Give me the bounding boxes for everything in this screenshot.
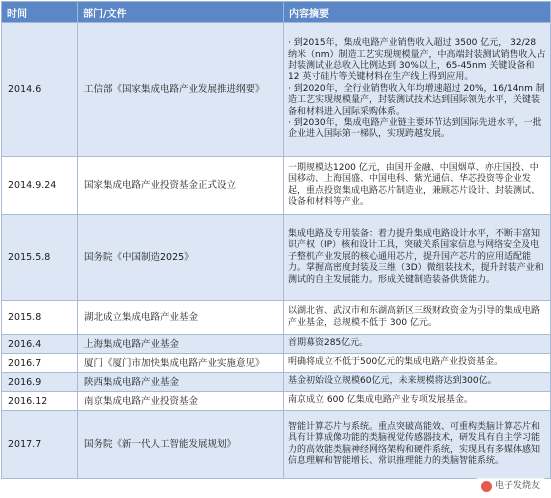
row-dept: 厦门《厦门市加快集成电路产业实施意见》 [78, 354, 284, 373]
content-paragraph: 以湖北省、武汉市和东湖高新区三级财政资金为引导的集成电路产业基金，总规模不低于 300 亿元。 [288, 306, 541, 328]
table-row [2, 215, 551, 301]
table-row [2, 411, 551, 479]
row-date: 2015.8 [2, 301, 78, 335]
table-row [2, 392, 551, 411]
row-content [284, 301, 551, 335]
watermark-text: 电子发烧友 [494, 481, 540, 491]
row-date: 2014.9.24 [2, 157, 78, 215]
table-row [2, 335, 551, 354]
content-paragraph: 南京成立 600 亿集成电路产业专项发展基金。 [288, 395, 473, 406]
watermark [476, 478, 545, 494]
row-content [284, 411, 551, 479]
row-content [284, 373, 551, 392]
header-dept: 部门/文件 [78, 2, 284, 23]
content-paragraph: 一期规模达1200 亿元，由国开金融、中国烟草、亦庄国投、中国移动、上海国盛、中国电科、紫光通信、华芯投资等企业发起，重点投资集成电路芯片制造业，兼顾芯片设计、封装测试、设备和材料等产业。 [288, 162, 541, 207]
content-paragraph: 集成电路及专用装备：着力提升集成电路设计水平，不断丰富知识产权（IP）核和设计工具，突破关系国家信息与网络安全及电子整机产业发展的核心通用芯片，提升国产芯片的应用适配能力。掌握高密度封装及三维（3D）微组装技术，提升封装产业和测试的自主发展能力。形成关键制造装备供货能力。 [288, 228, 544, 285]
row-date: 2016.12 [2, 392, 78, 411]
row-content [284, 215, 551, 301]
row-dept: 国务院《中国制造2025》 [78, 215, 284, 301]
table-row [2, 157, 551, 215]
content-paragraph: 明确将成立不低于500亿元的集成电路产业投资基金。 [288, 357, 504, 368]
table-row [2, 373, 551, 392]
content-paragraph: · 到2015年，集成电路产业销售收入超过 3500 亿元， 32/28 纳米（nm）制造工艺实现规模量产，中高端封装测试销售收入占封装测试业总收入比例达到 30%以上，65-45nm 关键设备和 12 英寸硅片等关键材料在生产线上得到应用。 [288, 38, 546, 83]
row-date: 2015.5.8 [2, 215, 78, 301]
table-row [2, 301, 551, 335]
row-content [284, 354, 551, 373]
row-date: 2016.9 [2, 373, 78, 392]
row-date: 2016.4 [2, 335, 78, 354]
content-paragraph: 首期募资285亿元。 [288, 338, 369, 349]
row-content [284, 157, 551, 215]
content-paragraph: 智能计算芯片与系统。重点突破高能效、可重构类脑计算芯片和具有计算成像功能的类脑视觉传感器技术，研发具有自主学习能力的高效能类脑神经网络架构和硬件系统，实现具有多媒体感知信息理解和智能增长、常识推理能力的类脑智能系统。 [288, 421, 541, 466]
row-dept: 陕西集成电路产业基金 [78, 373, 284, 392]
row-dept: 湖北成立集成电路产业基金 [78, 301, 284, 335]
content-paragraph: 基金初始设立规模60亿元，未来规模将达到300亿。 [288, 376, 497, 387]
row-dept: 上海集成电路产业基金 [78, 335, 284, 354]
row-dept: 国务院《新一代人工智能发展规划》 [78, 411, 284, 479]
content-paragraph: · 到2020年，全行业销售收入年均增速超过 20%，16/14nm 制造工艺实现规模量产，封装测试技术达到国际领先水平，关键装备和材料进入国际采购体系。 [288, 83, 545, 117]
row-dept: 国家集成电路产业投资基金正式设立 [78, 157, 284, 215]
row-date: 2017.7 [2, 411, 78, 479]
policy-table [1, 1, 551, 479]
row-content [284, 23, 551, 157]
content-paragraph: · 到2030年，集成电路产业链主要环节达到国际先进水平，一批企业进入国际第一梯队，实现跨越发展。 [288, 118, 542, 140]
header-date: 时间 [2, 2, 78, 23]
table-header-row [2, 2, 551, 23]
row-dept: 工信部《国家集成电路产业发展推进纲要》 [78, 23, 284, 157]
table-row [2, 23, 551, 157]
table-row [2, 354, 551, 373]
row-date: 2016.7 [2, 354, 78, 373]
row-content [284, 392, 551, 411]
watermark-logo-icon [481, 481, 492, 492]
row-date: 2014.6 [2, 23, 78, 157]
row-content [284, 335, 551, 354]
header-content: 内容摘要 [284, 2, 551, 23]
row-dept: 南京集成电路产业投资基金 [78, 392, 284, 411]
